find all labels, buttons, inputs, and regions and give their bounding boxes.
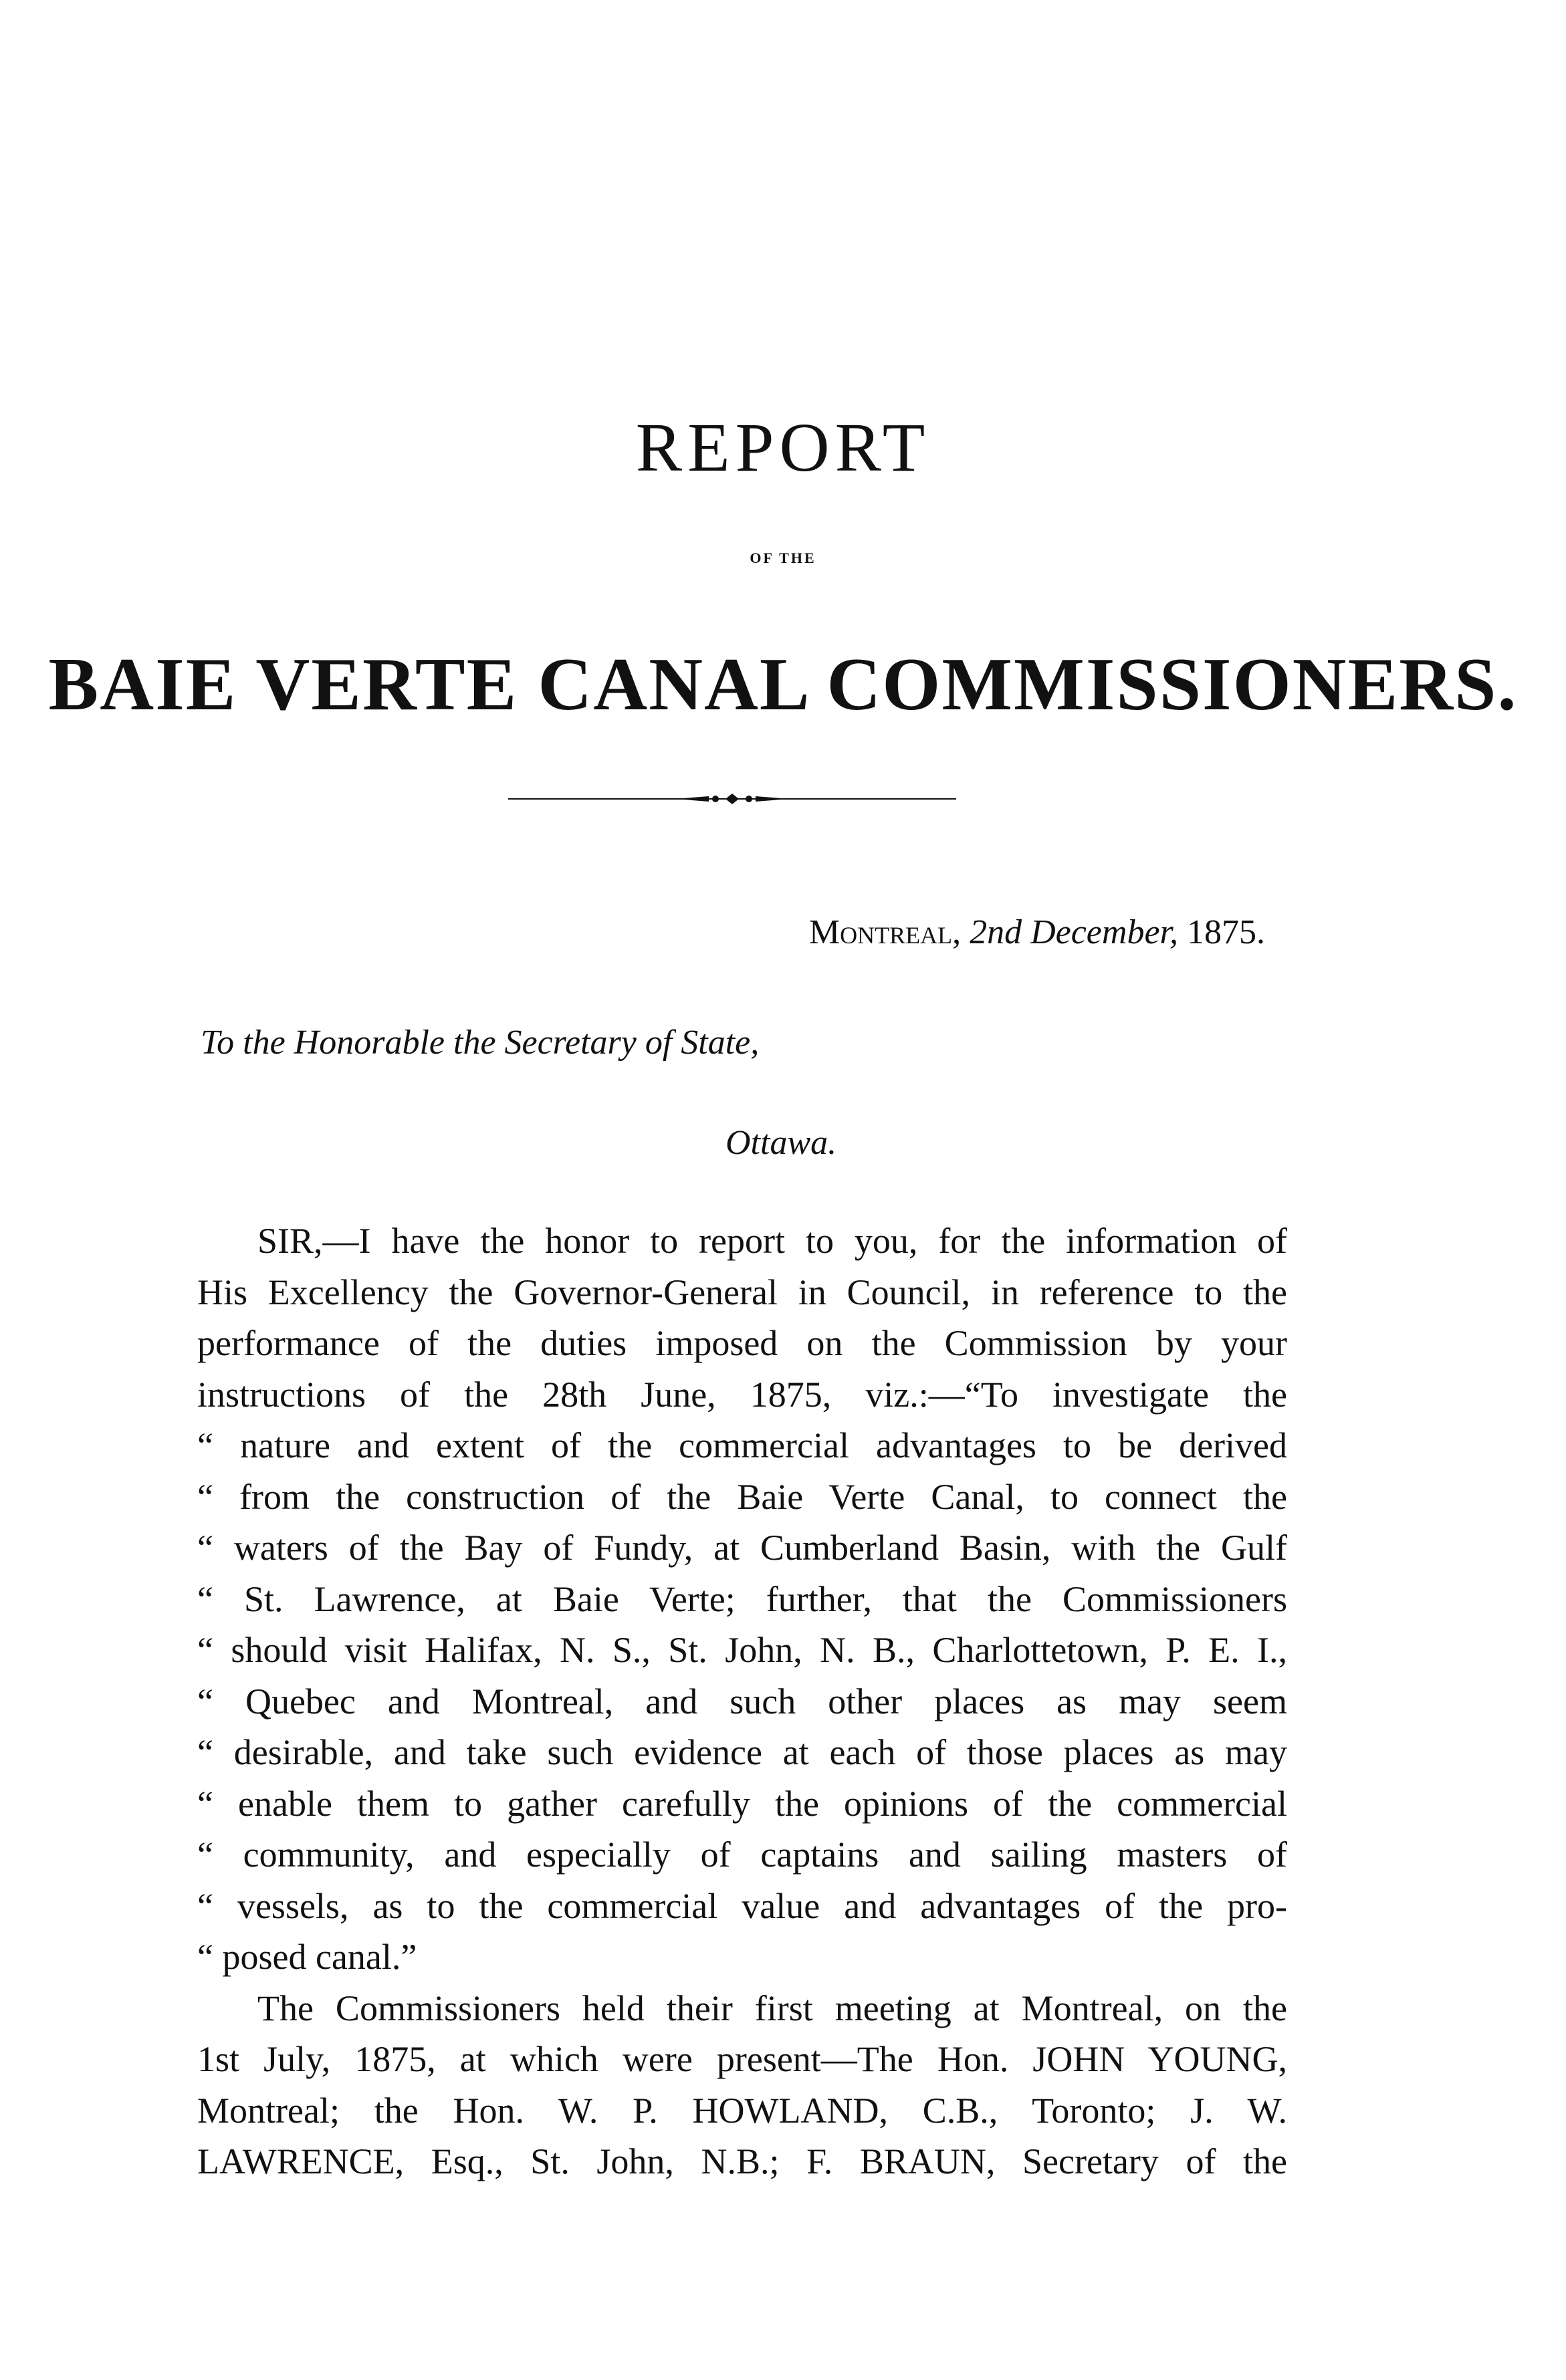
addressee-city: Ottawa. bbox=[725, 1124, 837, 1162]
body-line: His Excellency the Governor-General in Council, in reference to the bbox=[197, 1272, 1287, 1312]
dateline-date: 2nd December, bbox=[970, 913, 1178, 951]
report-title: REPORT bbox=[635, 409, 931, 486]
dateline-place: Montreal, bbox=[808, 913, 962, 951]
dateline-year: 1875. bbox=[1187, 913, 1265, 951]
body-line: “ vessels, as to the commercial value and advantages of the pro- bbox=[197, 1885, 1287, 1926]
body-line: SIR,—I have the honor to report to you, for the information of bbox=[257, 1221, 1287, 1261]
body-line: “ desirable, and take such evidence at each of those places as may bbox=[197, 1732, 1287, 1772]
body-text bbox=[197, 1215, 1287, 2187]
dateline bbox=[809, 913, 1265, 952]
report-of-the: OF THE bbox=[750, 550, 816, 566]
body-line: “ posed canal.” bbox=[197, 1937, 417, 1977]
body-line: “ waters of the Bay of Fundy, at Cumberland Basin, with the Gulf bbox=[197, 1528, 1287, 1568]
body-line: instructions of the 28th June, 1875, viz.:—“To investigate the bbox=[197, 1374, 1287, 1415]
body-line: “ nature and extent of the commercial advantages to be derived bbox=[197, 1425, 1287, 1465]
body-line: Montreal; the Hon. W. P. HOWLAND, C.B., Toronto; J. W. bbox=[197, 2090, 1287, 2131]
body-line: “ should visit Halifax, N. S., St. John, N. B., Charlottetown, P. E. I., bbox=[197, 1630, 1287, 1670]
body-line: “ community, and especially of captains and sailing masters of bbox=[197, 1834, 1287, 1875]
ornament-divider-icon bbox=[508, 792, 956, 806]
body-line: The Commissioners held their first meeting at Montreal, on the bbox=[257, 1988, 1287, 2028]
body-line: “ from the construction of the Baie Verte Canal, to connect the bbox=[197, 1476, 1287, 1517]
report-subtitle: BAIE VERTE CANAL COMMISSIONERS. bbox=[48, 643, 1518, 726]
body-line: “ enable them to gather carefully the opinions of the commercial bbox=[197, 1783, 1287, 1824]
body-line: performance of the duties imposed on the Commission by your bbox=[197, 1323, 1287, 1363]
body-line: “ Quebec and Montreal, and such other places as may seem bbox=[197, 1681, 1287, 1721]
body-line: “ St. Lawrence, at Baie Verte; further, that the Commissioners bbox=[197, 1578, 1287, 1619]
addressee-line: To the Honorable the Secretary of State, bbox=[201, 1024, 760, 1062]
body-line: 1st July, 1875, at which were present—The Hon. JOHN YOUNG, bbox=[197, 2039, 1287, 2079]
body-line: LAWRENCE, Esq., St. John, N.B.; F. BRAUN, Secretary of the bbox=[197, 2141, 1287, 2181]
